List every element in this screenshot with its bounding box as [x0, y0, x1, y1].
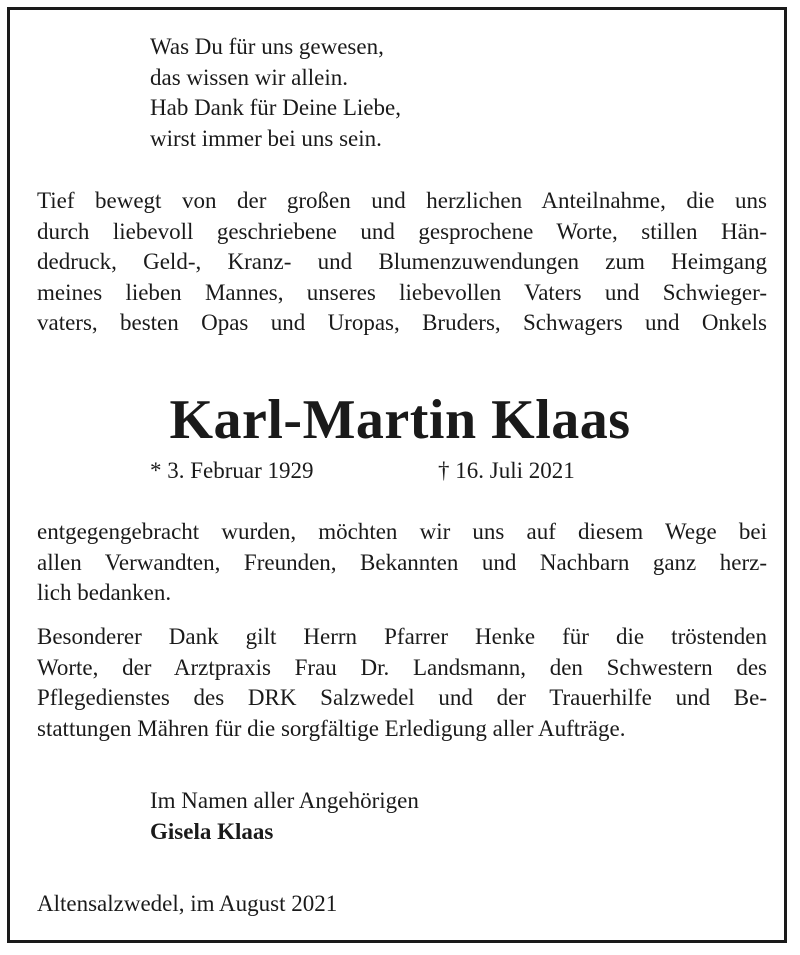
thanks-paragraph-intro [37, 186, 767, 339]
paragraph-line: Besonderer Dank gilt Herrn Pfarrer Henke für die tröstenden [37, 624, 767, 649]
paragraph-line: stattungen Mähren für die sorgfältige Erledigung aller Aufträge. [37, 715, 626, 741]
poem-line: wirst immer bei uns sein. [150, 125, 382, 151]
paragraph-line: dedruck, Geld-, Kranz- und Blumenzuwendungen zum Heimgang [37, 249, 767, 274]
memorial-poem [150, 32, 401, 154]
paragraph-line: vaters, besten Opas und Uropas, Bruders, Schwagers und Onkels [37, 310, 767, 335]
paragraph-line: Worte, der Arztpraxis Frau Dr. Landsmann, den Schwestern des [37, 654, 767, 680]
paragraph-line: durch liebevoll geschriebene und gesprochene Worte, stillen Hän- [37, 218, 767, 244]
death-date: † 16. Juli 2021 [438, 458, 575, 483]
paragraph-line: lich bedanken. [37, 580, 172, 605]
thanks-paragraph-continuation [37, 517, 767, 609]
paragraph-line: allen Verwandten, Freunden, Bekannten und Nachbarn ganz herz- [37, 549, 767, 575]
signature-block [150, 786, 419, 847]
signature-intro: Im Namen aller Angehörigen [150, 788, 419, 813]
paragraph-line: meines lieben Mannes, unseres liebevollen Vaters und Schwieger- [37, 279, 767, 305]
signer-name: Gisela Klaas [150, 818, 274, 844]
paragraph-line: entgegengebracht wurden, möchten wir uns auf diesem Wege bei [37, 519, 767, 544]
birth-date: * 3. Februar 1929 [150, 458, 314, 483]
deceased-name: Karl-Martin Klaas [169, 389, 631, 451]
paragraph-line: Tief bewegt von der großen und herzlichen Anteilnahme, die uns [37, 188, 767, 213]
special-thanks-paragraph [37, 622, 767, 744]
paragraph-line: Pflegedienstes des DRK Salzwedel und der Trauerhilfe und Be- [37, 685, 767, 710]
poem-line: das wissen wir allein. [150, 64, 349, 90]
poem-line: Hab Dank für Deine Liebe, [150, 95, 401, 120]
poem-line: Was Du für uns gewesen, [150, 34, 384, 59]
place-and-date: Altensalzwedel, im August 2021 [37, 891, 338, 916]
